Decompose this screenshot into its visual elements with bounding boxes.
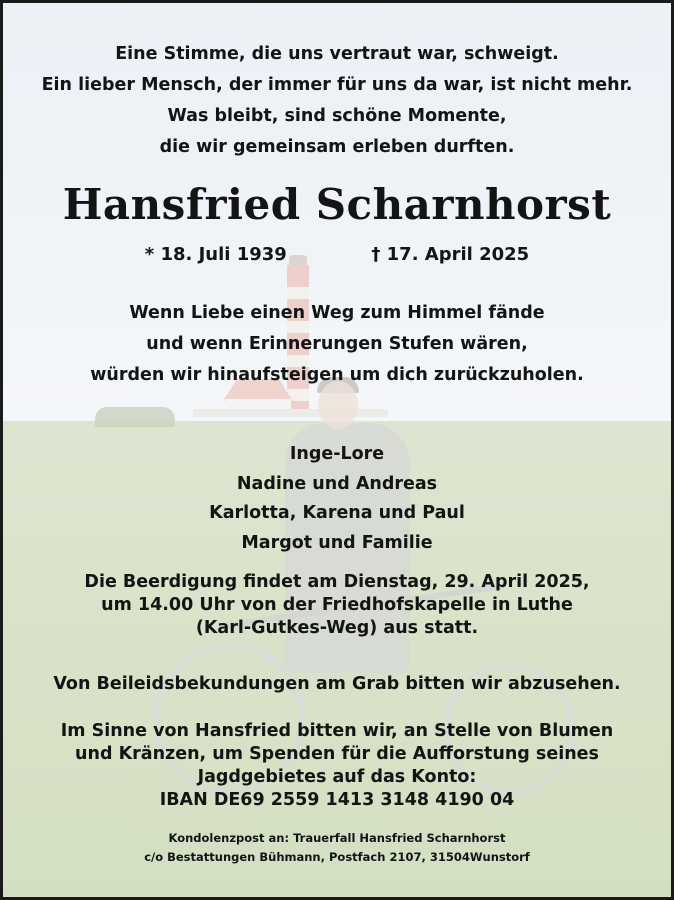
life-dates [3, 244, 671, 265]
verse-line: und wenn Erinnerungen Stufen wären, [146, 334, 528, 354]
info-line: um 14.00 Uhr von der Friedhofskapelle in Luthe [101, 595, 573, 615]
verse-line: die wir gemeinsam erleben durften. [159, 137, 515, 157]
iban: IBAN DE69 2559 1413 3148 4190 04 [159, 790, 515, 810]
donation-request [3, 720, 671, 812]
verse-line: Eine Stimme, die uns vertraut war, schweigt. [115, 44, 559, 64]
verse-line: Was bleibt, sind schöne Momente, [167, 106, 507, 126]
verse-line: würden wir hinaufsteigen um dich zurückzuholen. [90, 365, 584, 385]
post-line: Kondolenzpost an: Trauerfall Hansfried Scharnhorst [168, 831, 506, 845]
verse-line: Wenn Liebe einen Weg zum Himmel fände [129, 303, 545, 323]
info-line: (Karl-Gutkes-Weg) aus statt. [195, 618, 479, 638]
donation-line: Im Sinne von Hansfried bitten wir, an Stelle von Blumen [60, 721, 614, 741]
donation-line: Jagdgebietes auf das Konto: [197, 767, 477, 787]
mourners-list [3, 440, 671, 558]
opening-verse [3, 39, 671, 163]
funeral-info [3, 571, 671, 640]
mourner-name: Karlotta, Karena und Paul [209, 503, 465, 523]
mourner-name: Nadine und Andreas [236, 473, 438, 494]
verse-line: Ein lieber Mensch, der immer für uns da war, ist nicht mehr. [41, 75, 633, 95]
info-line: Die Beerdigung findet am Dienstag, 29. April 2025, [84, 572, 590, 592]
second-verse [3, 298, 671, 391]
post-line: c/o Bestattungen Bühmann, Postfach 2107, 31504Wunstorf [144, 850, 530, 864]
mourner-name: Margot und Familie [241, 532, 433, 553]
deceased-name: Hansfried Scharnhorst [62, 180, 612, 229]
condolence-post [3, 829, 671, 867]
condolence-request: Von Beileidsbekundungen am Grab bitten wir abzusehen. [53, 674, 621, 694]
mourner-name: Inge-Lore [289, 444, 385, 464]
death-date: † 17. April 2025 [371, 244, 530, 265]
birth-date: * 18. Juli 1939 [144, 244, 287, 265]
donation-line: und Kränzen, um Spenden für die Aufforstung seines [75, 744, 599, 764]
